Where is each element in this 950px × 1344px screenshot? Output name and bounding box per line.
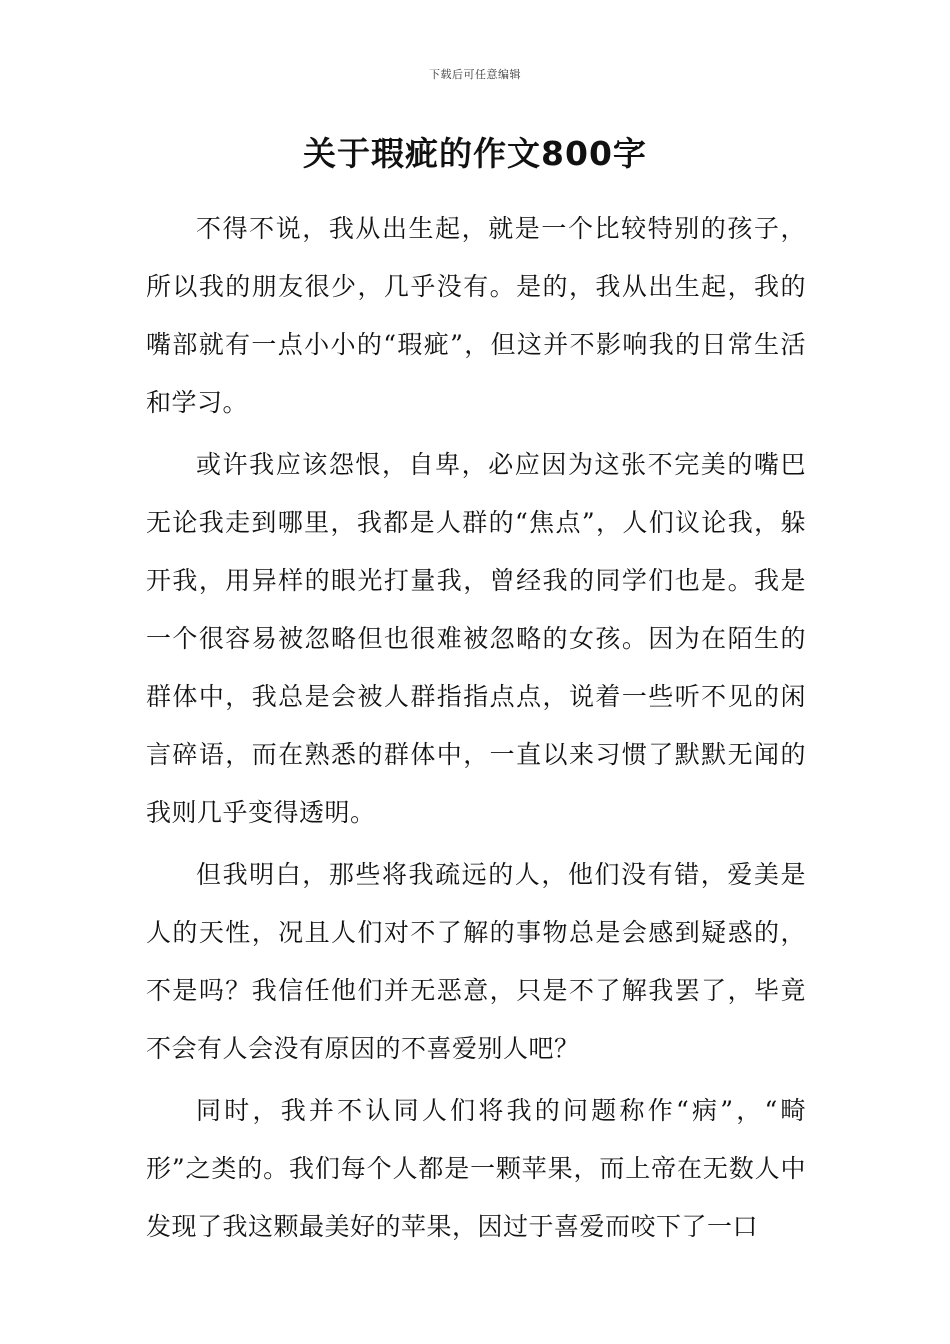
document-body (146, 200, 806, 1260)
paragraph-4: 同时，我并不认同人们将我的问题称作“病”，“畸形”之类的。我们每个人都是一颗苹果，而上帝在无数人中发现了我这颗最美好的苹果，因过于喜爱而咬下了一口 (146, 1096, 806, 1241)
paragraph-2: 或许我应该怨恨，自卑，必应因为这张不完美的嘴巴无论我走到哪里，我都是人群的“焦点”，人们议论我，躲开我，用异样的眼光打量我，曾经我的同学们也是。我是一个很容易被忽略但也很难被忽略的女孩。因为在陌生的群体中，我总是会被人群指指点点，说着一些听不见的闲言碎语，而在熟悉的群体中，一直以来习惯了默默无闻的我则几乎变得透明。 (146, 450, 806, 827)
header-note: 下载后可任意编辑 (429, 68, 521, 81)
paragraph-3: 但我明白，那些将我疏远的人，他们没有错，爱美是人的天性，况且人们对不了解的事物总是会感到疑惑的，不是吗？我信任他们并无恶意，只是不了解我罢了，毕竟不会有人会没有原因的不喜爱别人吧？ (146, 860, 806, 1063)
document-title: 关于瑕疵的作文800字 (303, 134, 647, 173)
paragraph-1: 不得不说，我从出生起，就是一个比较特别的孩子，所以我的朋友很少，几乎没有。是的，我从出生起，我的嘴部就有一点小小的“瑕疵”，但这并不影响我的日常生活和学习。 (146, 214, 806, 417)
